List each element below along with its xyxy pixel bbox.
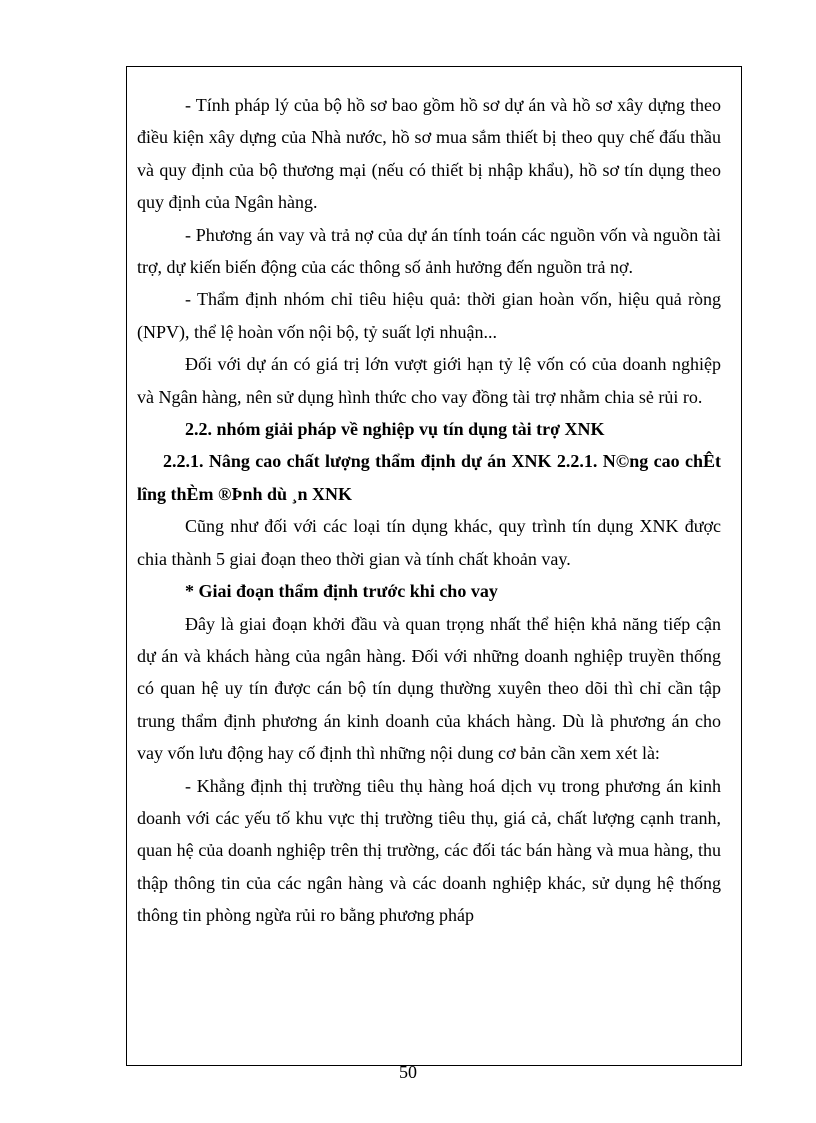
- paragraph: Đối với dự án có giá trị lớn vượt giới hạn tỷ lệ vốn có của doanh nghiệp và Ngân hàng, nên sử dụng hình thức cho vay đồng tài trợ nhằm chia sẻ rủi ro.: [137, 354, 721, 407]
- paragraph: - Tính pháp lý của bộ hồ sơ bao gồm hồ sơ dự án và hồ sơ xây dựng theo điều kiện xây dựng của Nhà nước, hồ sơ mua sắm thiết bị theo quy chế đấu thầu và quy định của bộ thương mại (nếu có thiết bị nhập khẩu), hồ sơ tín dụng theo quy định của Ngân hàng.: [137, 95, 721, 213]
- phase-heading: * Giai đoạn thẩm định trước khi cho vay: [185, 581, 498, 602]
- paragraph: Đây là giai đoạn khởi đầu và quan trọng nhất thể hiện khả năng tiếp cận dự án và khách hàng của ngân hàng. Đối với những doanh nghiệp truyền thống có quan hệ uy tín được cán bộ tín dụng thường xuyên theo dõi thì chỉ cần tập trung thẩm định phương án kinh doanh của khách hàng. Dù là phương án cho vay vốn lưu động hay cố định thì những nội dung cơ bản cần xem xét là:: [137, 613, 721, 764]
- body-text: [137, 89, 721, 932]
- paragraph: - Khẳng định thị trường tiêu thụ hàng hoá dịch vụ trong phương án kinh doanh với các yếu tố khu vực thị trường tiêu thụ, giá cả, chất lượng cạnh tranh, quan hệ của doanh nghiệp trên thị trường, các đối tác bán hàng và mua hàng, thu thập thông tin của các ngân hàng và các doanh nghiệp khác, sử dụng hệ thống thông tin phòng ngừa rủi ro bằng phương pháp: [137, 775, 721, 926]
- section-heading: 2.2. nhóm giải pháp về nghiệp vụ tín dụng tài trợ XNK: [185, 419, 605, 440]
- subsection-heading: 2.2.1. Nâng cao chất lượng thẩm định dự án XNK 2.2.1. N©ng cao chÊt lîng thÈm ®Þnh dù ¸n XNK: [137, 451, 721, 504]
- paragraph: Cũng như đối với các loại tín dụng khác, quy trình tín dụng XNK được chia thành 5 giai đoạn theo thời gian và tính chất khoản vay.: [137, 516, 721, 569]
- paragraph: - Phương án vay và trả nợ của dự án tính toán các nguồn vốn và nguồn tài trợ, dự kiến biến động của các thông số ảnh hưởng đến nguồn trả nợ.: [137, 224, 721, 278]
- page-number: 50: [399, 1062, 417, 1082]
- paragraph: - Thẩm định nhóm chỉ tiêu hiệu quả: thời gian hoàn vốn, hiệu quả ròng (NPV), thể lệ hoàn vốn nội bộ, tỷ suất lợi nhuận...: [137, 289, 721, 342]
